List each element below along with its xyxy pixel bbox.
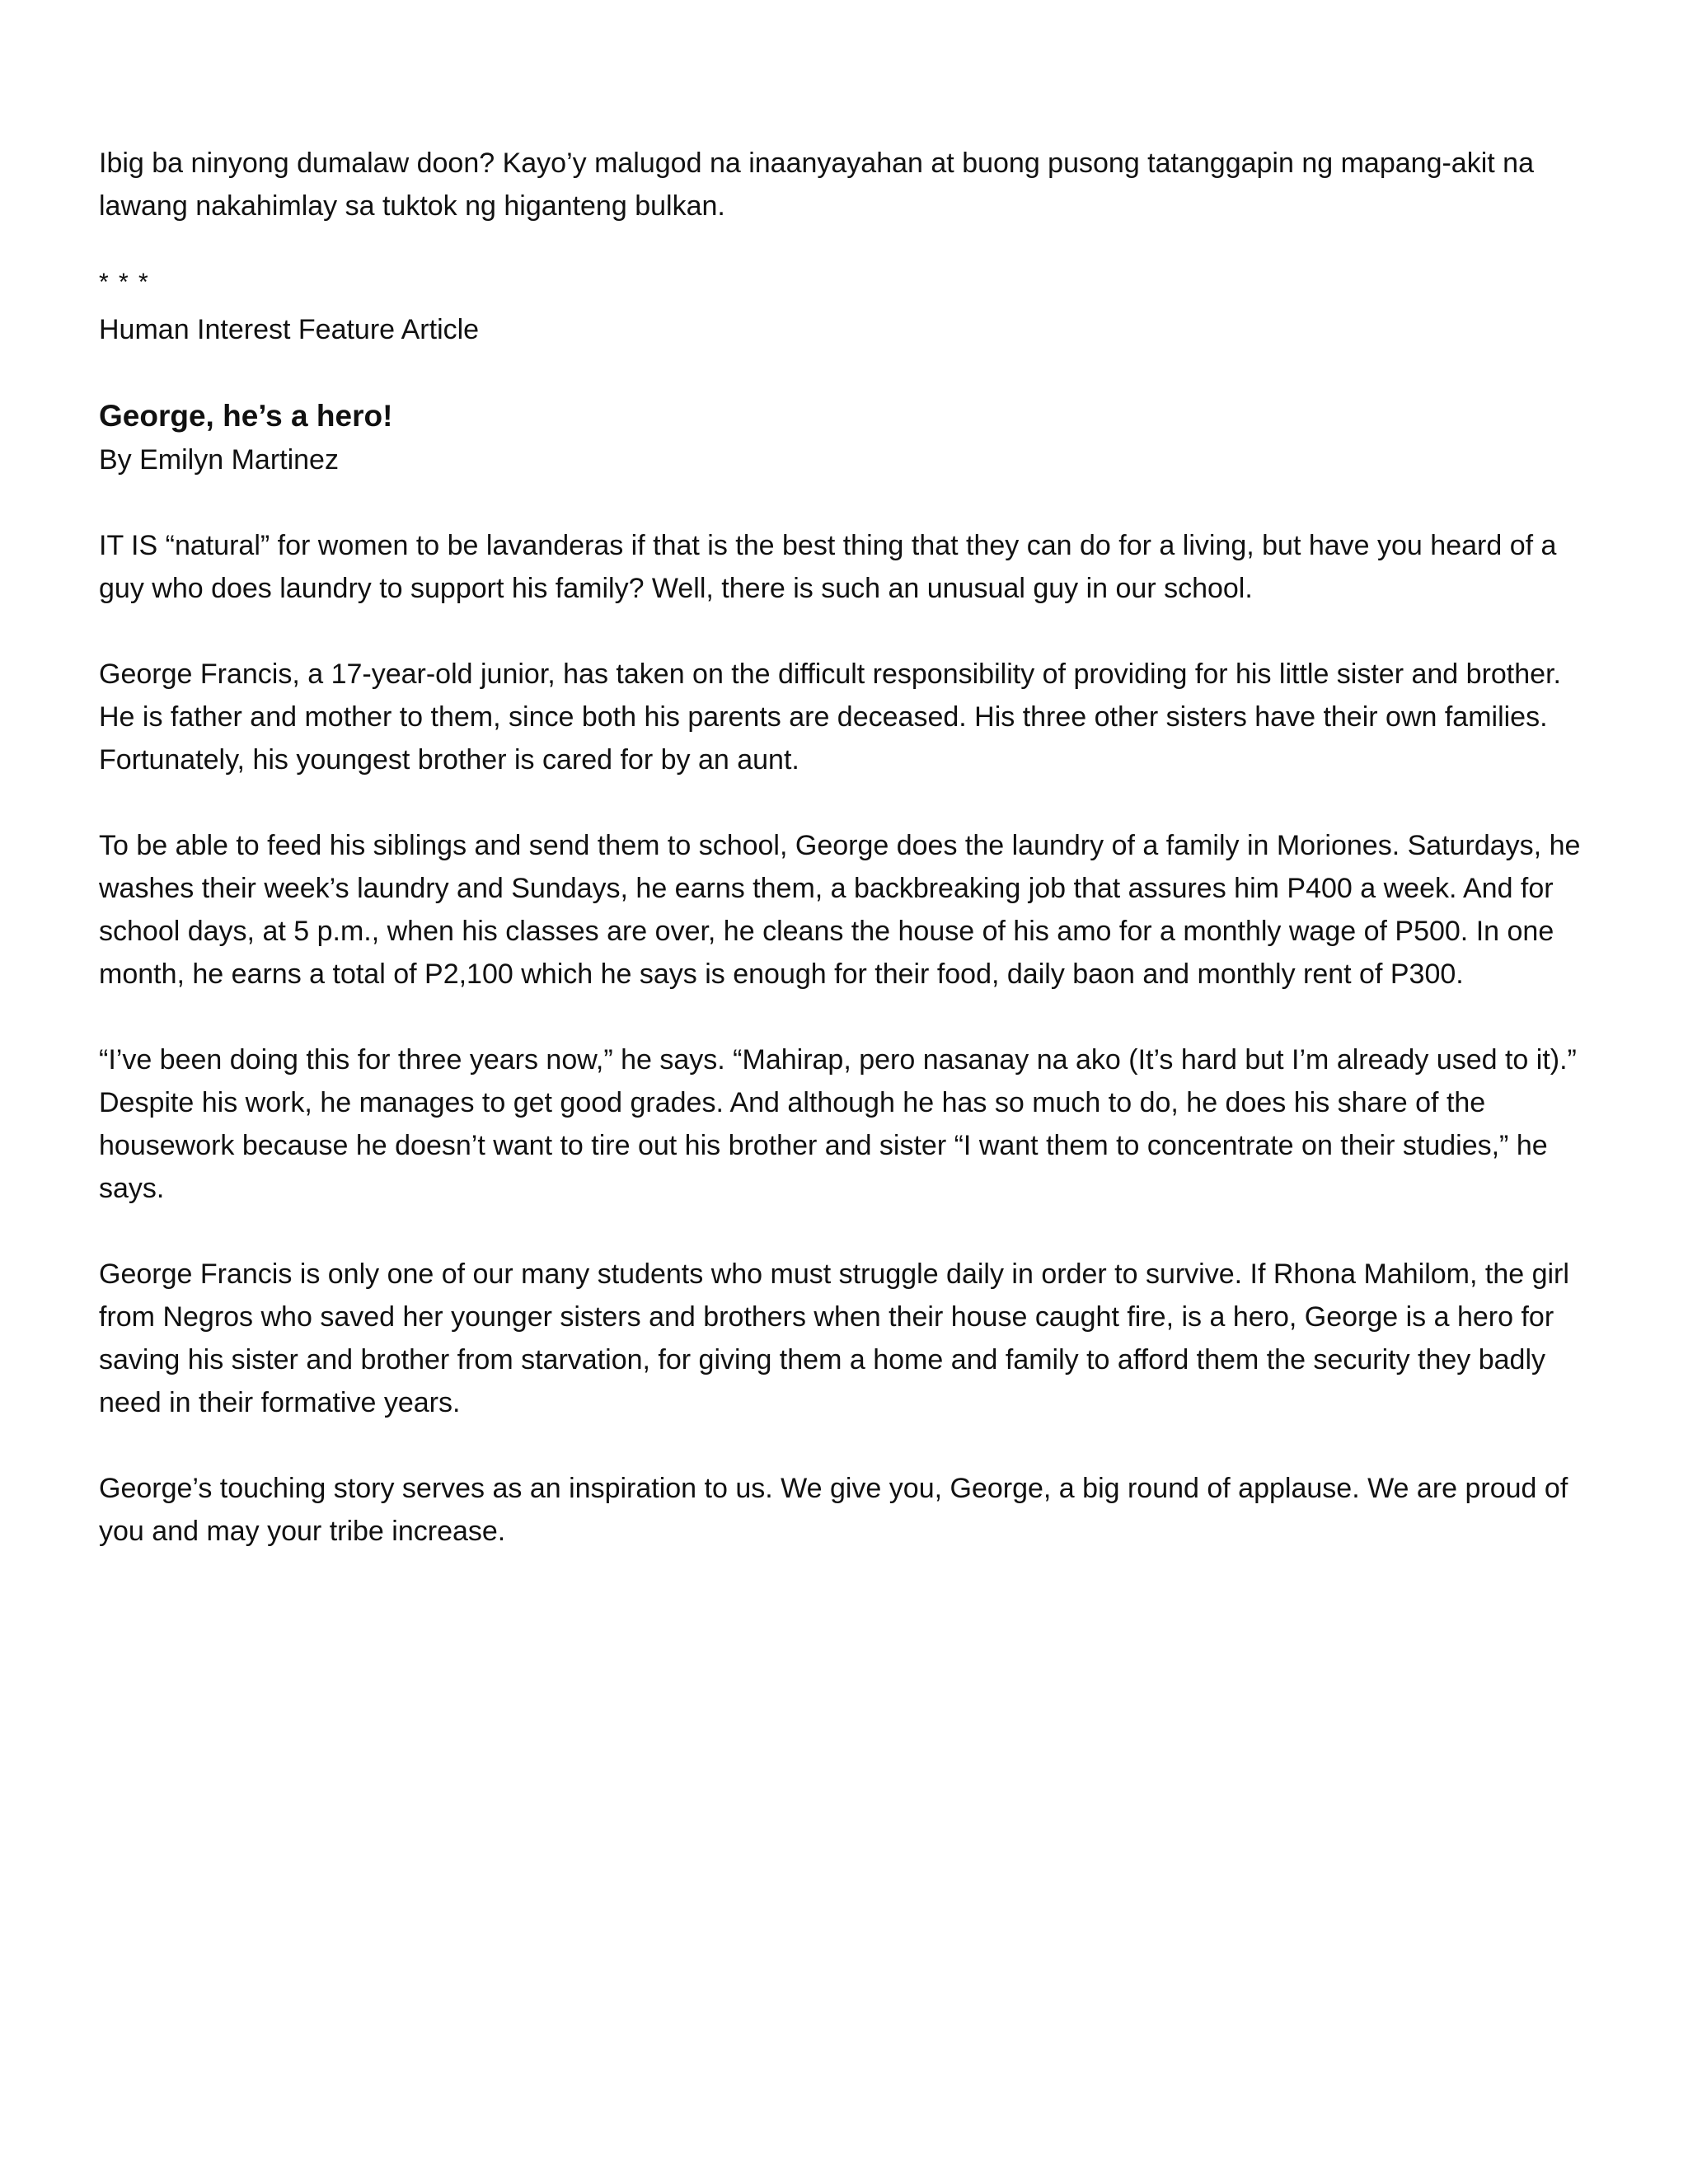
article-paragraph: IT IS “natural” for women to be lavanderas if that is the best thing that they can do for a living, but have you heard of a guy who does laundry to support his family? Well, there is such an unusual guy in our school.: [99, 530, 1557, 604]
document-page: [99, 142, 1582, 1553]
article-type-label: Human Interest Feature Article: [99, 314, 480, 345]
article-paragraph: George’s touching story serves as an inspiration to us. We give you, George, a big round of applause. We are proud of you and may your tribe increase.: [99, 1473, 1568, 1547]
article-byline: By Emilyn Martinez: [99, 444, 339, 476]
article-title: George, he’s a hero!: [99, 399, 393, 433]
section-separator: * * *: [99, 269, 150, 296]
article-paragraph: “I’ve been doing this for three years now,” he says. “Mahirap, pero nasanay na ako (It’s hard but I’m already used to it).” Despite his work, he manages to get good grades. And although he has so much to do, he does his share of the housework because he doesn’t want to tire out his brother and sister “I want them to concentrate on their studies,” he says.: [99, 1044, 1577, 1204]
article-paragraph: George Francis, a 17-year-old junior, has taken on the difficult responsibility of providing for his little sister and brother. He is father and mother to them, since both his parents are deceased. His three other sisters have their own families. Fortunately, his youngest brother is cared for by an aunt.: [99, 658, 1561, 776]
article-paragraph: George Francis is only one of our many students who must struggle daily in order to survive. If Rhona Mahilom, the girl from Negros who saved her younger sisters and brothers when their house caught fire, is a hero, George is a hero for saving his sister and brother from starvation, for giving them a home and family to afford them the security they badly need in their formative years.: [99, 1258, 1569, 1418]
intro-paragraph: Ibig ba ninyong dumalaw doon? Kayo’y malugod na inaanyayahan at buong pusong tatanggapin ng mapang-akit na lawang nakahimlay sa tuktok ng higanteng bulkan.: [99, 148, 1534, 222]
article-paragraph: To be able to feed his siblings and send them to school, George does the laundry of a family in Moriones. Saturdays, he washes their week’s laundry and Sundays, he earns them, a backbreaking job that assures him P400 a week. And for school days, at 5 p.m., when his classes are over, he cleans the house of his amo for a monthly wage of P500. In one month, he earns a total of P2,100 which he says is enough for their food, daily baon and monthly rent of P300.: [99, 830, 1581, 990]
